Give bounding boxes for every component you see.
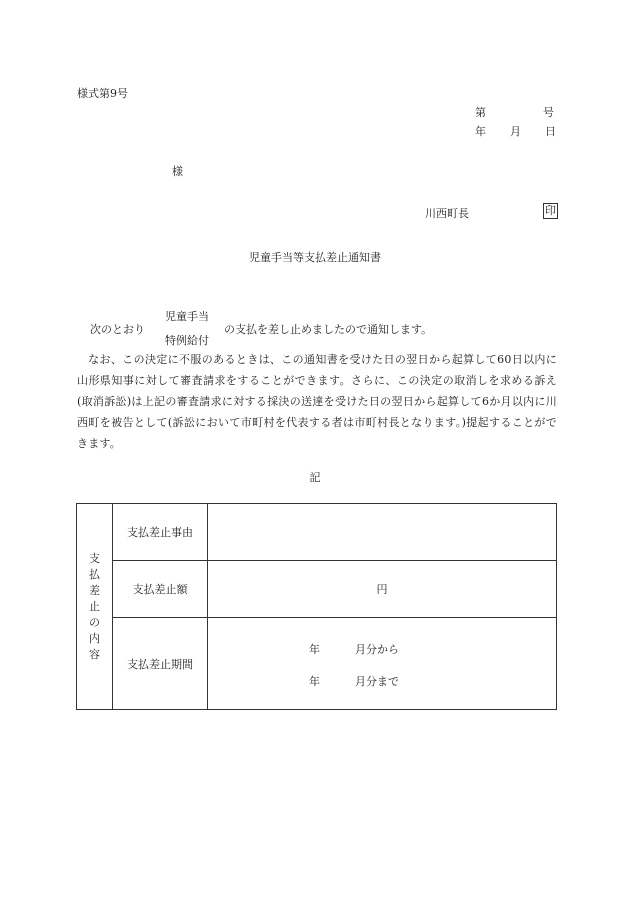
notice-suffix: の支払を差し止めましたので通知します。 (224, 323, 433, 336)
reason-label: 支払差止事由 (113, 504, 208, 561)
side-char: 支 (89, 551, 100, 565)
period-from-month: 月分から (355, 642, 399, 656)
side-char: 容 (89, 647, 100, 661)
yen-unit: 円 (376, 583, 388, 596)
period-from-line (208, 632, 556, 664)
addressee-suffix: 様 (172, 165, 183, 178)
period-to-month: 月分まで (355, 674, 399, 688)
seal-mark: 印 (545, 204, 556, 217)
document-title: 児童手当等支払差止通知書 (249, 251, 381, 264)
period-to-line (208, 664, 556, 696)
appeal-paragraph-text: なお、この決定に不服のあるときは、この通知書を受けた日の翌日から起算して60日以内に山形県知事に対して審査請求をすることができます。さらに、この決定の取消しを求める訴え(取消訴訟)は上記の審査請求に対する採決の送達を受けた日の翌日から起算して6か月以内に川西町を被告として(訴訟において市町村を代表する者は市町村長となります。)提起することができます。 (77, 353, 557, 450)
period-label: 支払差止期間 (113, 618, 208, 710)
side-char: の (89, 615, 100, 629)
issuer-name: 川西町長 (425, 207, 469, 220)
suspension-content-side-label (77, 504, 113, 710)
ki-heading: 記 (309, 471, 321, 484)
side-char: 止 (89, 599, 100, 613)
notice-option-special-benefit: 特例給付 (165, 334, 209, 347)
suspension-details-table (76, 503, 557, 710)
date-year-label: 年 (475, 125, 486, 138)
document-number-label: 第 (475, 106, 486, 119)
period-to-year: 年 (309, 674, 320, 688)
notice-prefix: 次のとおり (90, 323, 145, 336)
side-char: 払 (89, 567, 100, 581)
date-day-label: 日 (545, 125, 556, 138)
reason-value-cell (208, 504, 557, 561)
document-number-suffix: 号 (543, 106, 554, 119)
form-number: 様式第9号 (77, 87, 128, 100)
side-char: 差 (89, 583, 100, 597)
side-char: 内 (89, 631, 100, 645)
date-month-label: 月 (510, 125, 521, 138)
notice-option-child-allowance: 児童手当 (165, 310, 209, 323)
appeal-paragraph (77, 349, 557, 454)
period-from-year: 年 (309, 642, 320, 656)
amount-value-cell (208, 561, 557, 618)
amount-label: 支払差止額 (113, 561, 208, 618)
period-value-cell (208, 618, 557, 710)
